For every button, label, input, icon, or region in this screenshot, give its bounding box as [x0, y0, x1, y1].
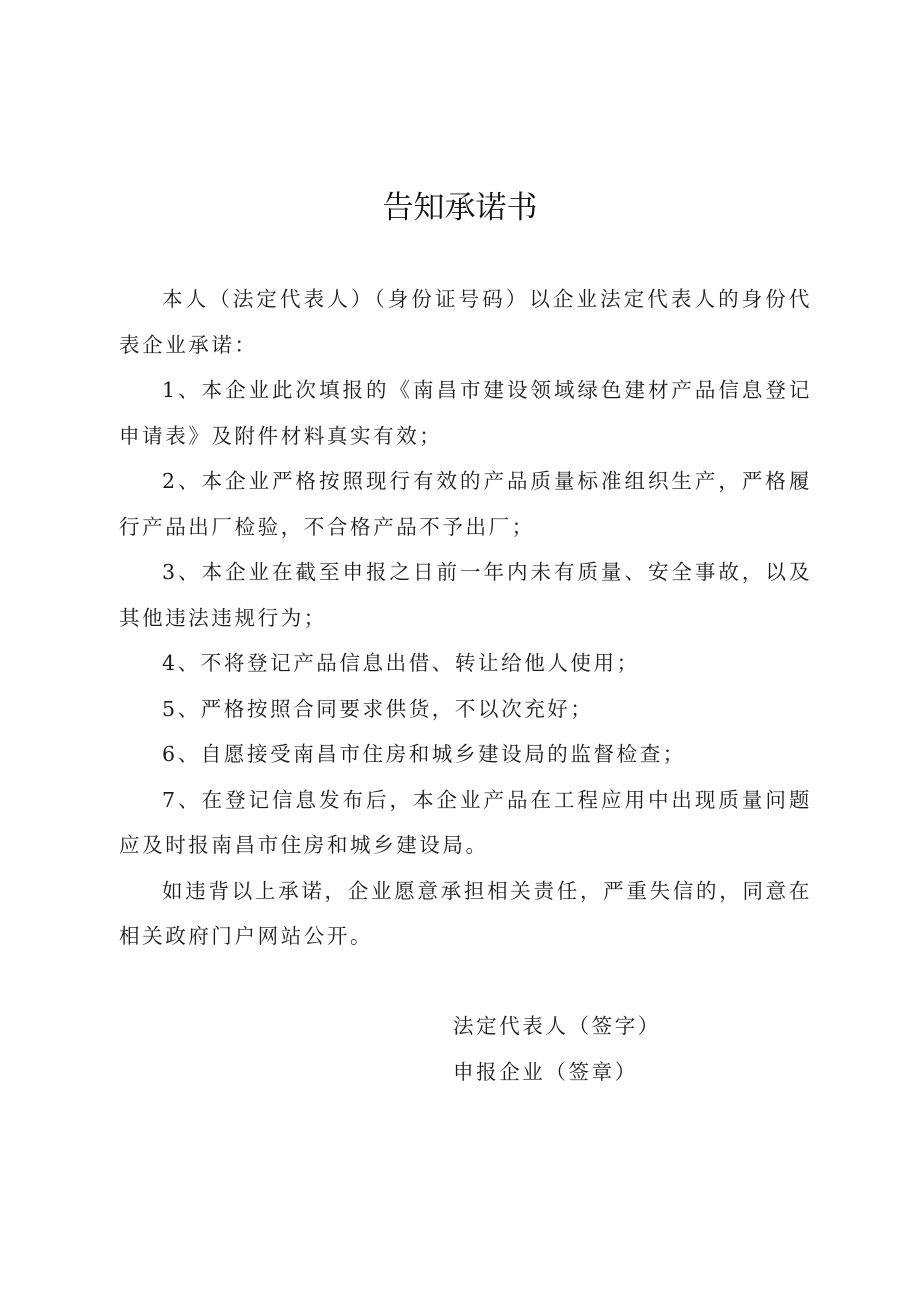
commitment-body — [119, 277, 812, 960]
commitment-item-2: 2、本企业严格按照现行有效的产品质量标准组织生产，严格履行产品出厂检验，不合格产品不予出厂； — [119, 469, 812, 539]
commitment-item-4: 4、不将登记产品信息出借、转让给他人使用； — [162, 651, 640, 675]
intro-paragraph: 本人（法定代表人）（身份证号码）以企业法定代表人的身份代表企业承诺： — [119, 287, 812, 357]
enterprise-seal-label: 申报企业（签章） — [453, 1059, 638, 1084]
representative-signature-label: 法定代表人（签字） — [453, 1014, 661, 1038]
liability-paragraph: 如违背以上承诺，企业愿意承担相关责任，严重失信的，同意在相关政府门户网站公开。 — [119, 878, 812, 948]
commitment-item-3: 3、本企业在截至申报之日前一年内未有质量、安全事故，以及其他违法违规行为； — [119, 560, 812, 630]
commitment-item-6: 6、自愿接受南昌市住房和城乡建设局的监督检查； — [162, 742, 686, 766]
commitment-item-5: 5、严格按照合同要求供货，不以次充好； — [162, 696, 594, 721]
document-title: 告知承诺书 — [382, 190, 538, 226]
signature-block — [453, 1004, 813, 1095]
commitment-item-7: 7、在登记信息发布后，本企业产品在工程应用中出现质量问题应及时报南昌市住房和城乡建设局。 — [119, 787, 812, 857]
commitment-item-1: 1、本企业此次填报的《南昌市建设领域绿色建材产品信息登记申请表》及附件材料真实有效； — [119, 378, 812, 448]
